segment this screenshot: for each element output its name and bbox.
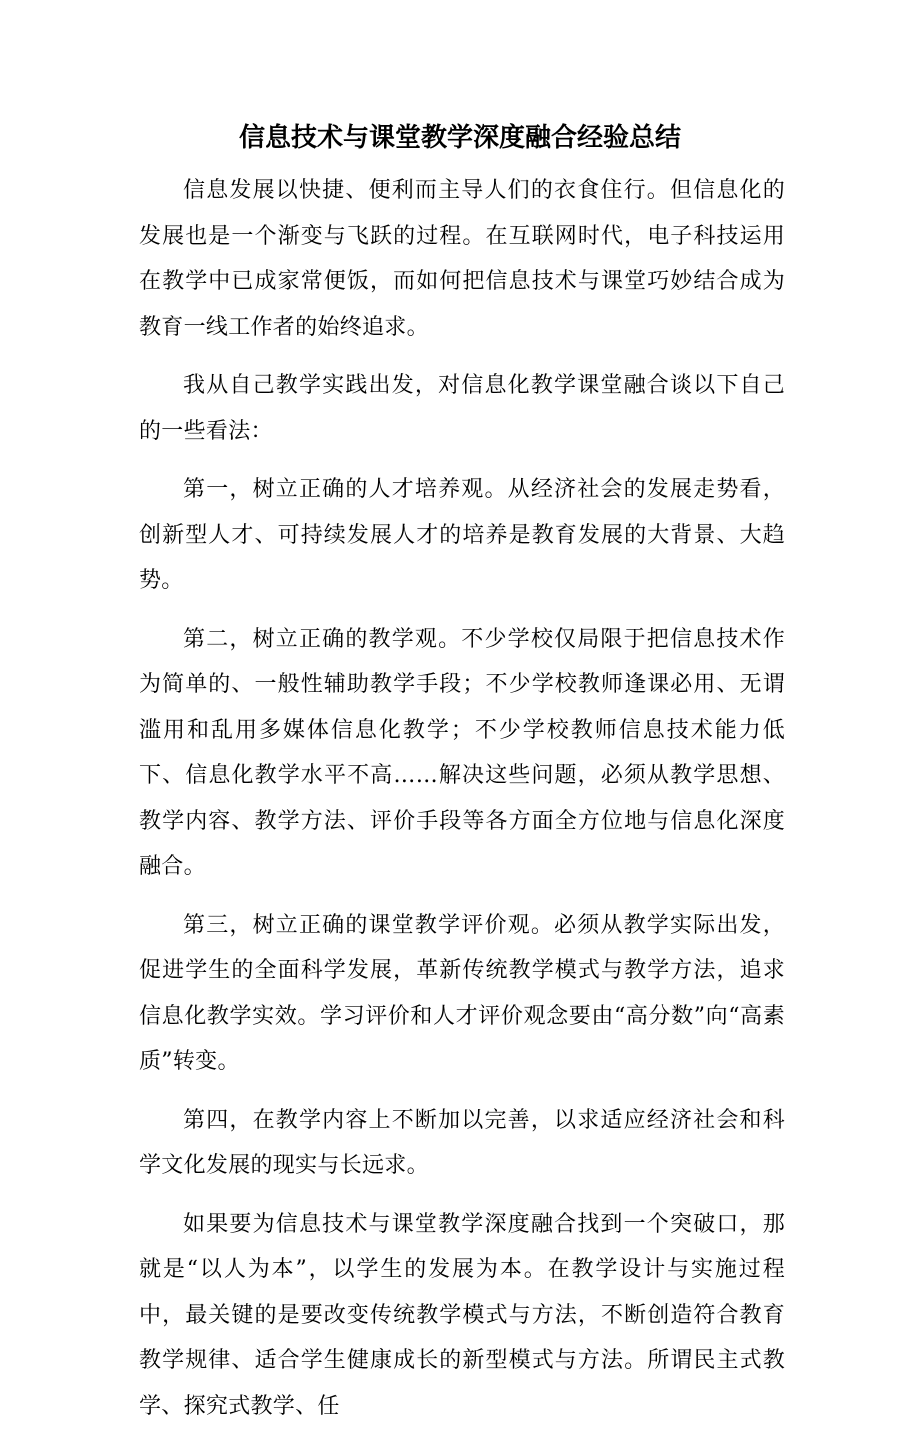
paragraph-second: 第二，树立正确的教学观。不少学校仅局限于把信息技术作为简单的、一般性辅助教学手段；不少学校教师逢课必用、无谓滥用和乱用多媒体信息化教学；不少学校教师信息技术能力低下、信息化教学水平不高……解决这些问题，必须从教学思想、教学内容、教学方法、评价手段等各方面全方位地与信息化深度融合。 (139, 626, 785, 879)
paragraph-fourth: 第四，在教学内容上不断加以完善，以求适应经济社会和科学文化发展的现实与长远求。 (139, 1107, 785, 1178)
paragraph-breakthrough: 如果要为信息技术与课堂教学深度融合找到一个突破口，那就是“以人为本”，以学生的发展为本。在教学设计与实施过程中，最关键的是要改变传统教学模式与方法，不断创造符合教育教学规律、适合学生健康成长的新型模式与方法。所谓民主式教学、探究式教学、任 (139, 1211, 785, 1419)
paragraph-intro: 信息发展以快捷、便利而主导人们的衣食住行。但信息化的发展也是一个渐变与飞跃的过程。在互联网时代，电子科技运用在教学中已成家常便饭，而如何把信息技术与课堂巧妙结合成为教育一线工作者的始终追求。 (139, 178, 785, 340)
paragraph-first: 第一，树立正确的人才培养观。从经济社会的发展走势看，创新型人才、可持续发展人才的培养是教育发展的大背景、大趋势。 (139, 477, 785, 593)
document-body (139, 168, 785, 1442)
page-title: 信息技术与课堂教学深度融合经验总结 (238, 123, 681, 153)
paragraph-third: 第三，树立正确的课堂教学评价观。必须从教学实际出发，促进学生的全面科学发展，革新传统教学模式与教学方法，追求信息化教学实效。学习评价和人才评价观念要由“高分数”向“高素质”转变。 (139, 912, 785, 1074)
paragraph-views: 我从自己教学实践出发，对信息化教学课堂融合谈以下自己的一些看法： (139, 373, 785, 444)
